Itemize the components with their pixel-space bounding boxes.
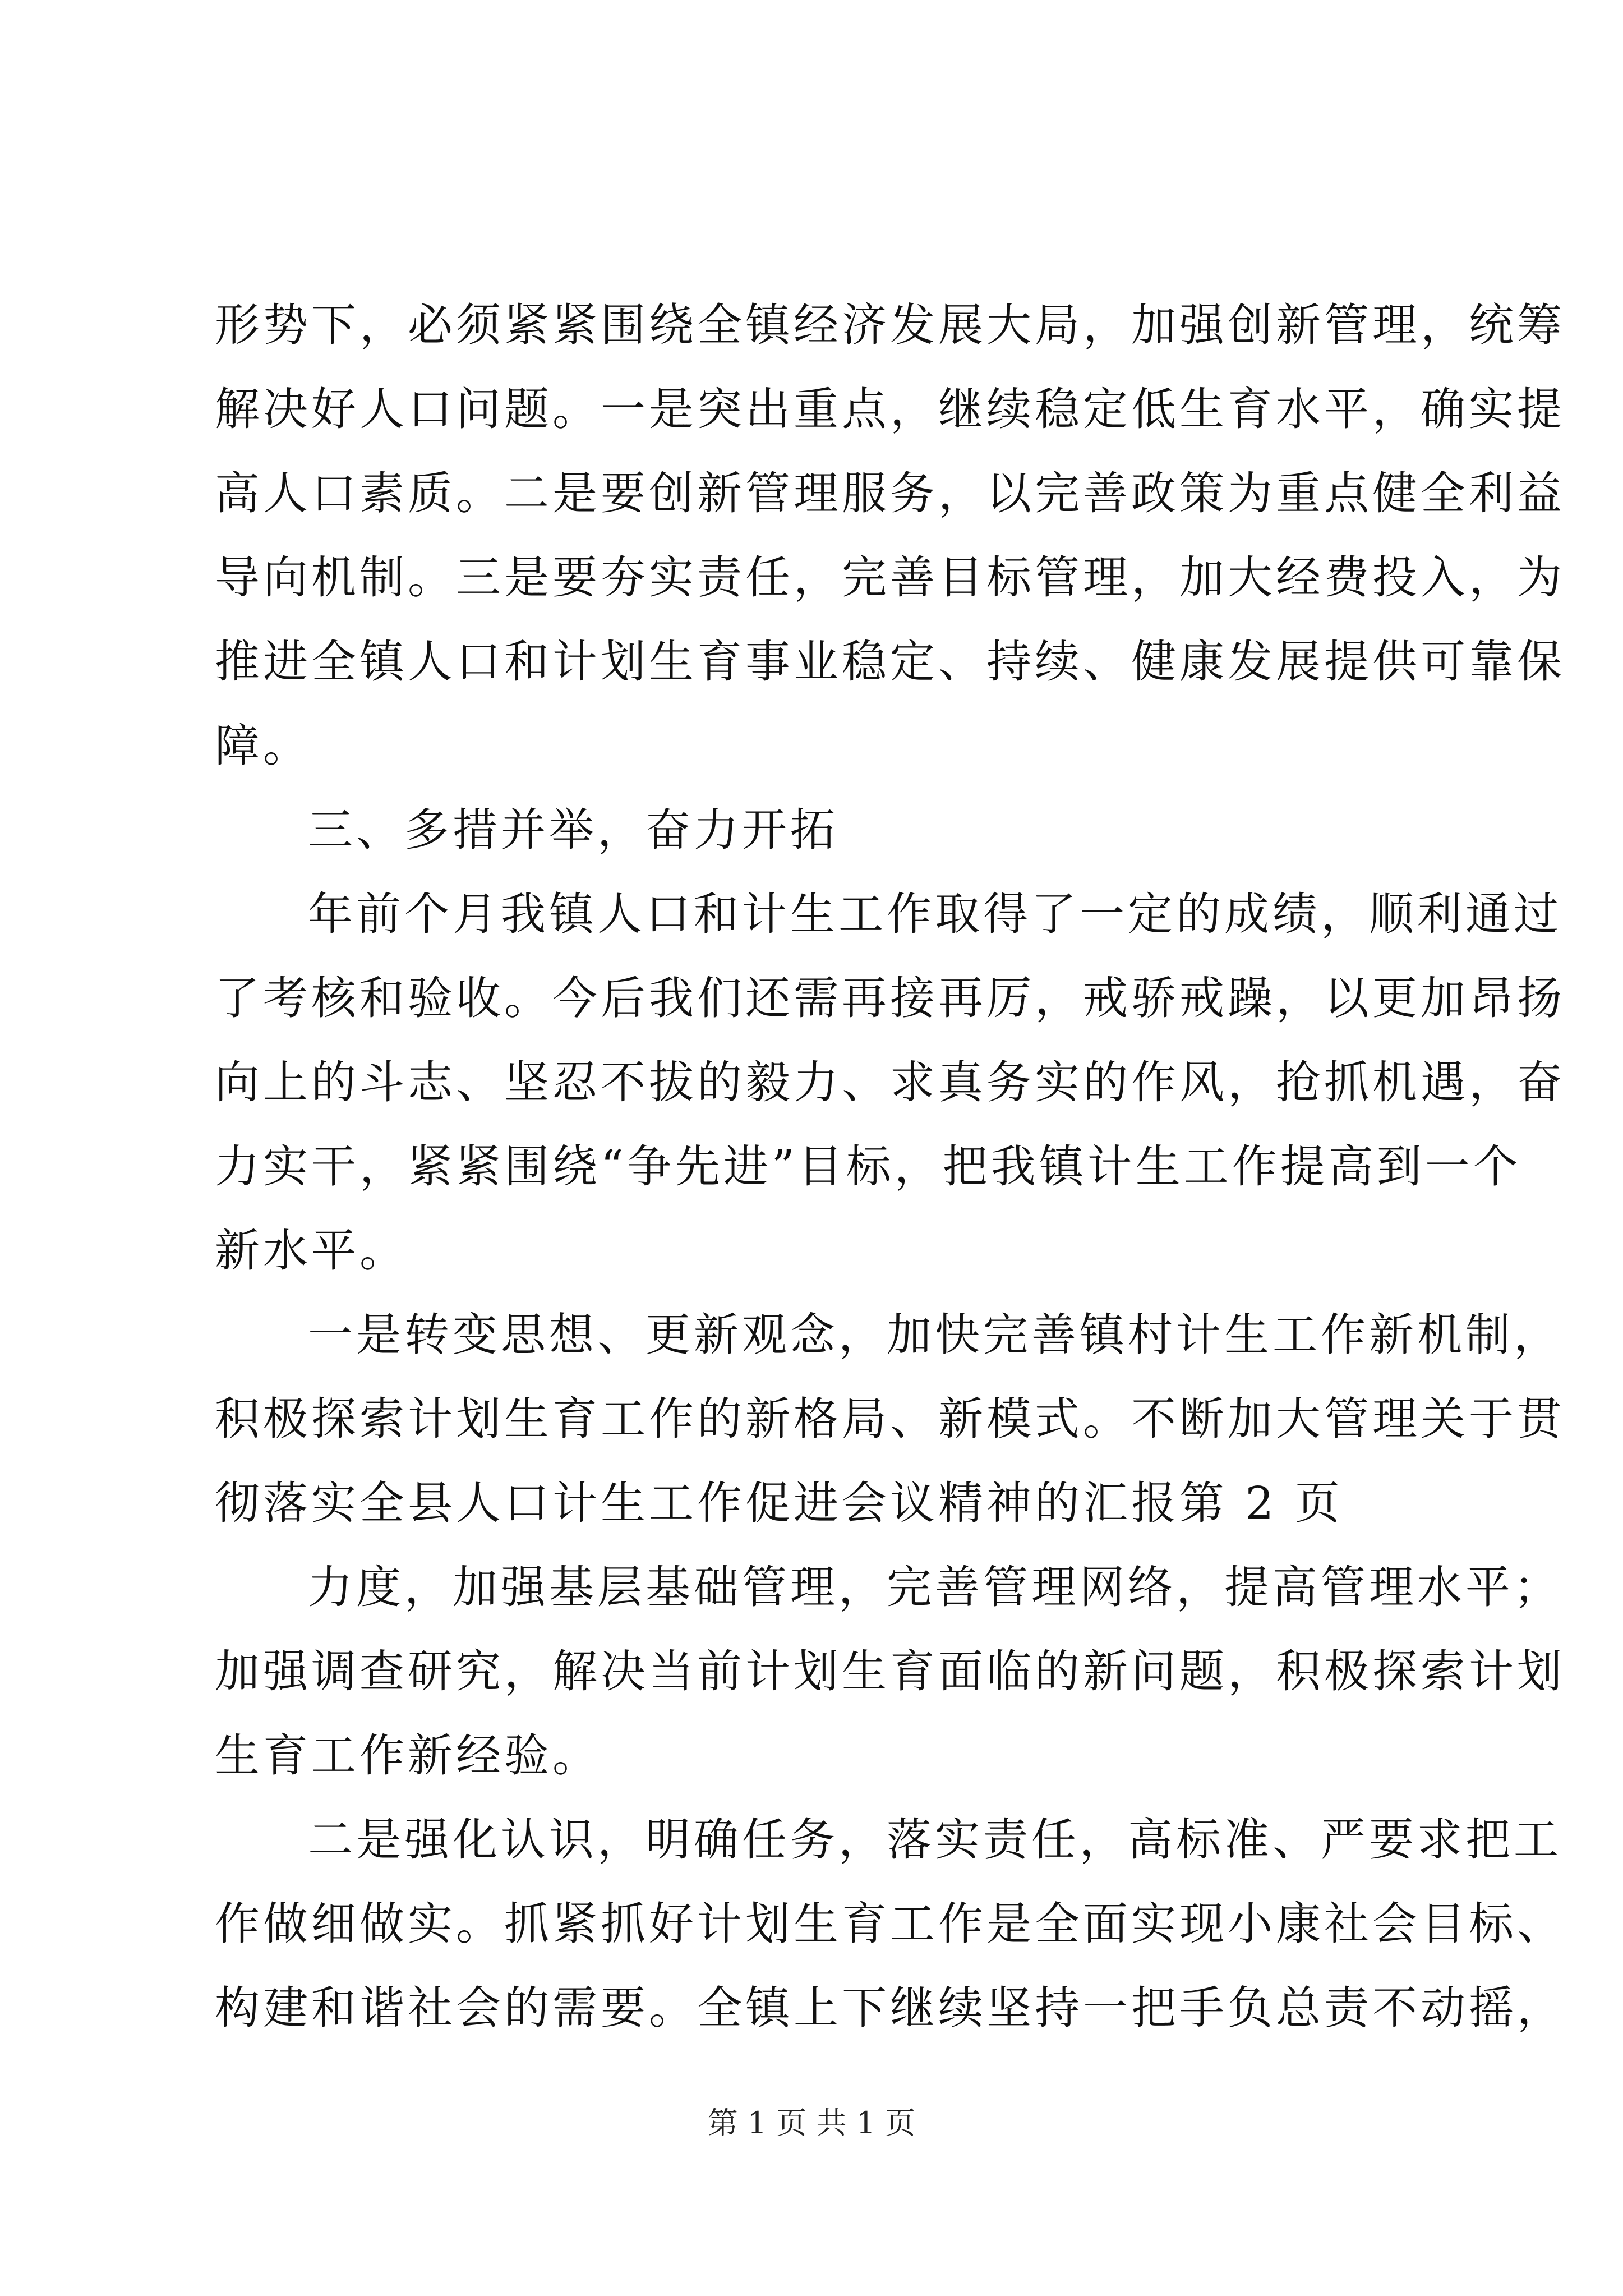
text-line: 向上的斗志、坚忍不拔的毅力、求真务实的作风，抢抓机遇，奋 xyxy=(215,1056,1565,1108)
text-line: 形势下，必须紧紧围绕全镇经济发展大局，加强创新管理，统筹 xyxy=(215,299,1565,351)
text-line: 解决好人口问题。一是突出重点，继续稳定低生育水平，确实提 xyxy=(215,383,1565,435)
text-line: 彻落实全县人口计生工作促进会议精神的汇报第 2 页 xyxy=(215,1477,1343,1529)
page-footer xyxy=(0,2104,1623,2143)
text-line: 积极探索计划生育工作的新格局、新模式。不断加大管理关于贯 xyxy=(215,1393,1565,1445)
section-heading: 三、多措并举，奋力开拓 xyxy=(308,804,838,856)
text-line: 新水平。 xyxy=(215,1225,408,1277)
text-line: 年前个月我镇人口和计生工作取得了一定的成绩，顺利通过 xyxy=(308,888,1562,940)
text-line: 力实干，紧紧围绕“争先进”目标，把我镇计生工作提高到一个 xyxy=(215,1140,1521,1193)
text-line: 导向机制。三是要夯实责任，完善目标管理，加大经费投入，为 xyxy=(215,551,1565,604)
document-body xyxy=(215,283,1565,2050)
text-line: 高人口素质。二是要创新管理服务，以完善政策为重点健全利益 xyxy=(215,467,1565,519)
text-line: 二是强化认识，明确任务，落实责任，高标准、严要求把工 xyxy=(308,1814,1562,1866)
text-line: 了考核和验收。今后我们还需再接再厉，戒骄戒躁，以更加昂扬 xyxy=(215,972,1565,1024)
text-line: 作做细做实。抓紧抓好计划生育工作是全面实现小康社会目标、 xyxy=(215,1898,1565,1950)
text-line: 推进全镇人口和计划生育事业稳定、持续、健康发展提供可靠保 xyxy=(215,636,1565,688)
text-line: 生育工作新经验。 xyxy=(215,1729,601,1782)
page-number-label: 第 1 页 共 1 页 xyxy=(707,2105,916,2141)
text-line: 构建和谐社会的需要。全镇上下继续坚持一把手负总责不动摇， xyxy=(215,1982,1565,2034)
text-line: 加强调查研究，解决当前计划生育面临的新问题，积极探索计划 xyxy=(215,1645,1565,1697)
text-line: 障。 xyxy=(215,720,311,772)
text-line: 一是转变思想、更新观念，加快完善镇村计生工作新机制， xyxy=(308,1309,1562,1361)
text-line: 力度，加强基层基础管理，完善管理网络，提高管理水平； xyxy=(308,1561,1562,1613)
